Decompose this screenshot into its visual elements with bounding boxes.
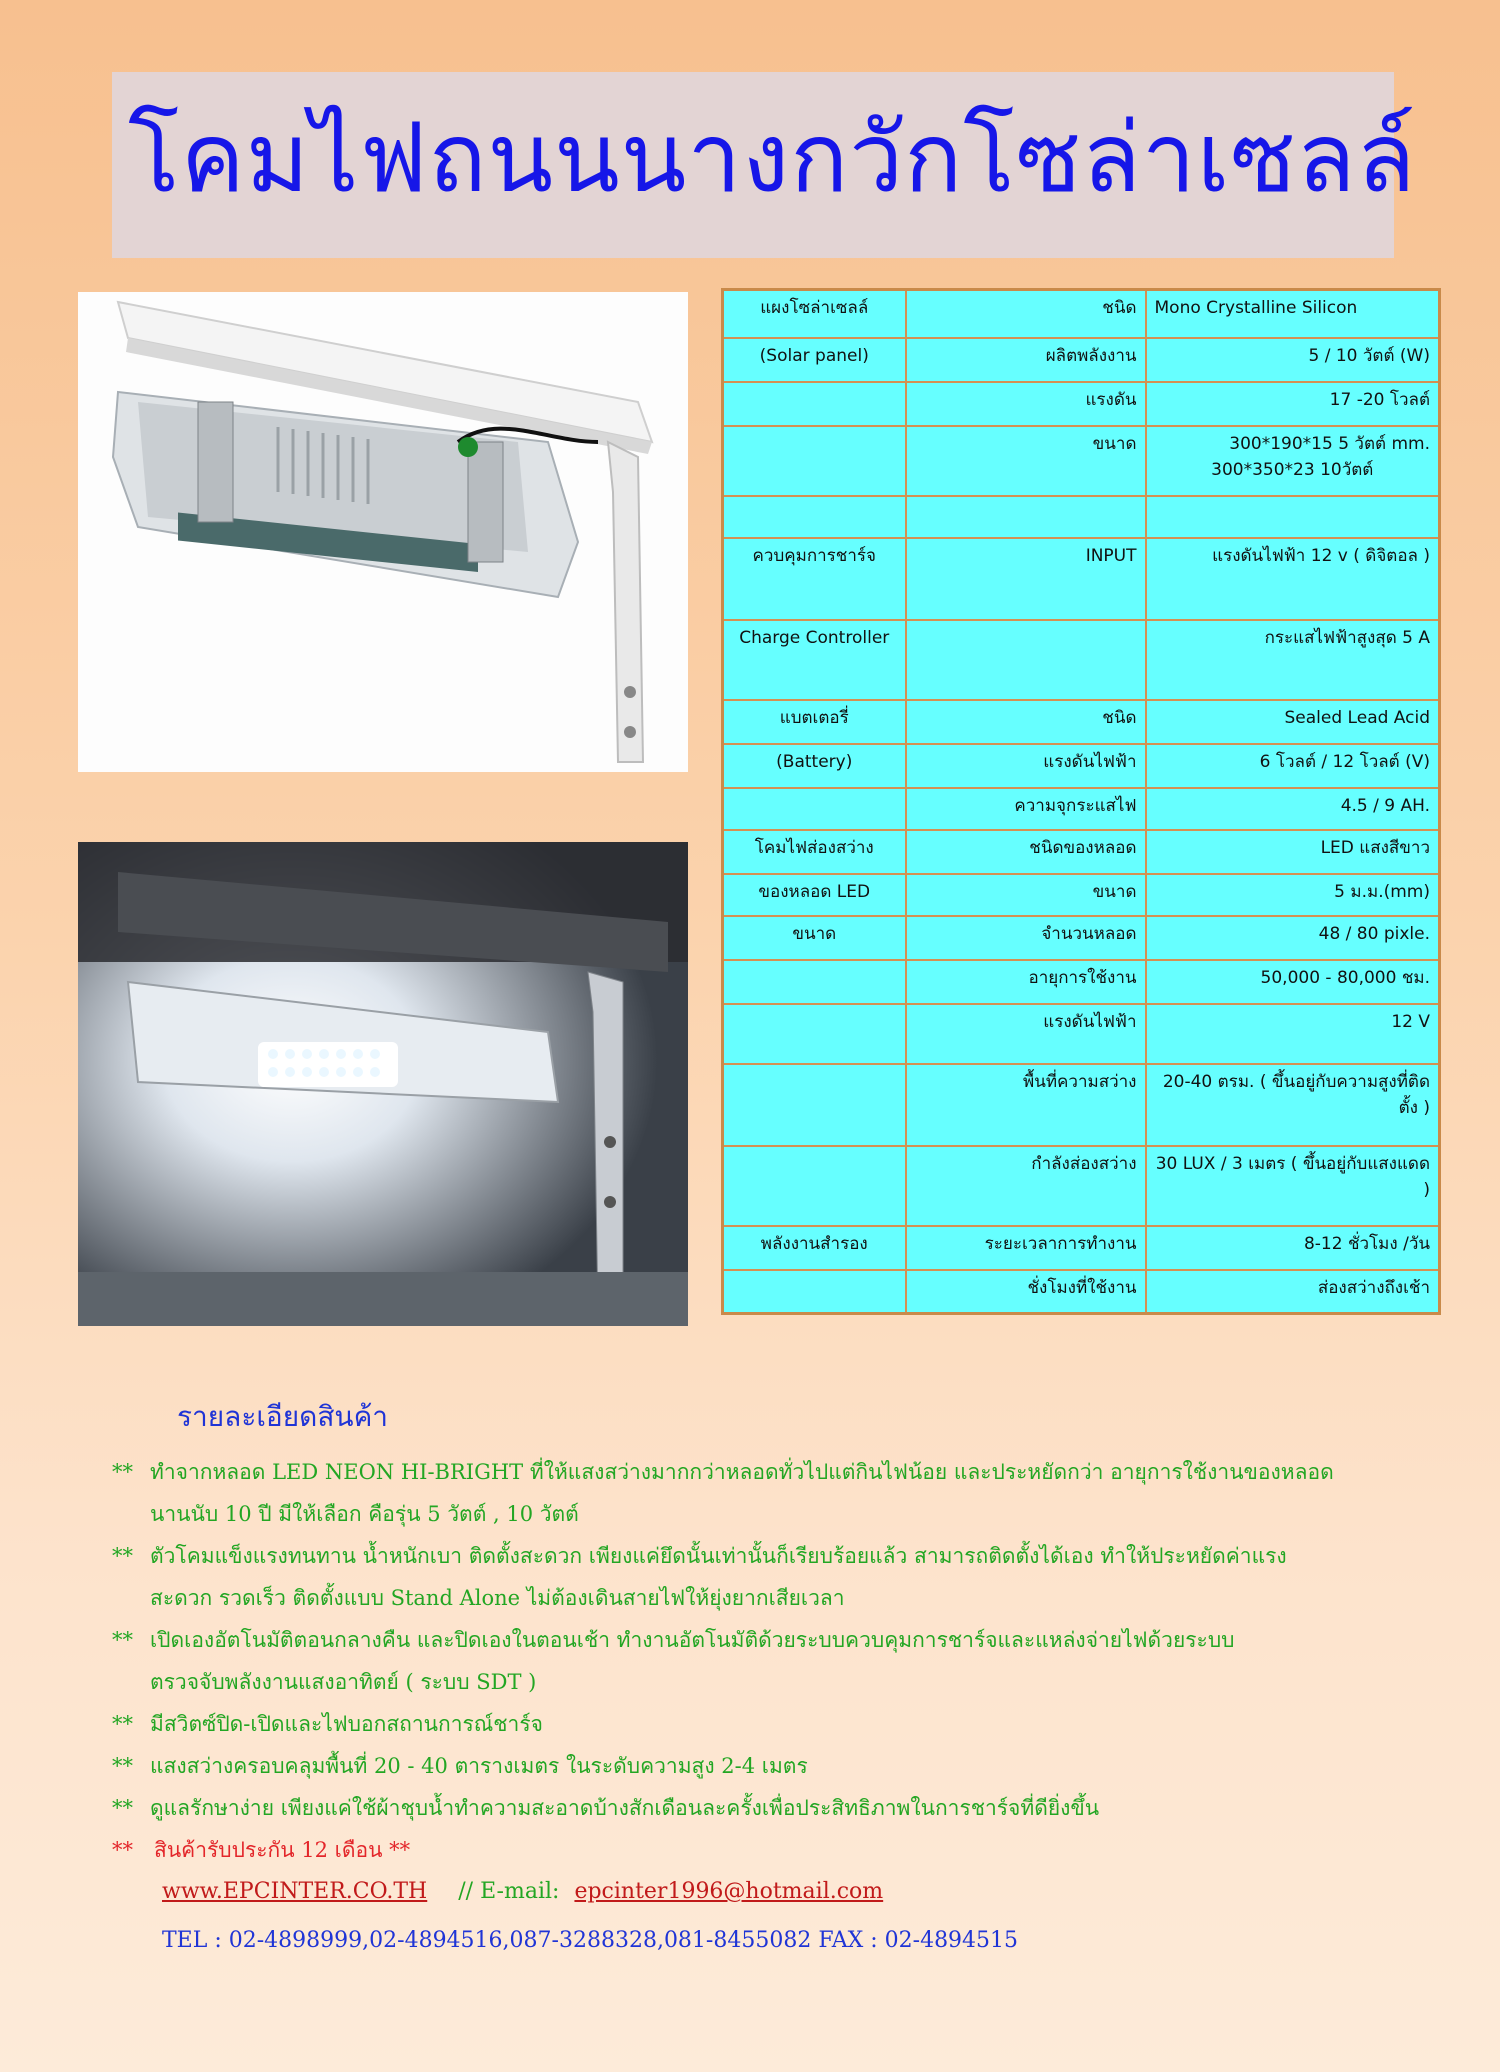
table-cell: ส่องสว่างถึงเช้า — [1146, 1270, 1440, 1314]
table-cell: จำนวนหลอด — [906, 916, 1146, 960]
table-cell — [723, 1004, 906, 1064]
table-cell: ระยะเวลาการทำงาน — [906, 1226, 1146, 1270]
table-cell — [906, 620, 1146, 700]
table-cell: แรงดันไฟฟ้า 12 v ( ดิจิตอล ) — [1146, 538, 1440, 620]
table-cell: ผลิตพลังงาน — [906, 338, 1146, 382]
list-item-text: นานนับ 10 ปี มีให้เลือก คือรุ่น 5 วัตต์ , 10 วัตต์ — [150, 1502, 579, 1526]
table-row — [723, 916, 1440, 960]
table-cell — [723, 1270, 906, 1314]
table-cell: แผงโซล่าเซลล์ — [723, 290, 906, 338]
table-cell — [906, 496, 1146, 538]
list-item-text: ดูแลรักษาง่าย เพียงแค่ใช้ผ้าชุบน้ำทำความสะอาดบ้างสักเดือนละครั้งเพื่อประสิทธิภาพในการชาร์จที่ดียิ่งขึ้น — [150, 1796, 1100, 1820]
table-cell: พื้นที่ความสว่าง — [906, 1064, 1146, 1146]
bullet: ** — [112, 1754, 133, 1778]
bullet: ** — [112, 1544, 133, 1568]
table-cell: แบตเตอรี่ — [723, 700, 906, 744]
table-row — [723, 1270, 1440, 1314]
table-row — [723, 874, 1440, 916]
size-10w: 300*350*23 10วัตต์ — [1211, 459, 1374, 480]
spec-table — [721, 288, 1441, 1315]
contact-phone: TEL : 02-4898999,02-4894516,087-3288328,081-8455082 FAX : 02-4894515 — [162, 1928, 1019, 1953]
table-cell — [723, 960, 906, 1004]
list-item-text: ทำจากหลอด LED NEON HI-BRIGHT ที่ให้แสงสว่างมากกว่าหลอดทั่วไปแต่กินไฟน้อย และประหยัดกว่า อายุการใช้งานของหลอด — [150, 1460, 1334, 1484]
table-cell: ชนิด — [906, 290, 1146, 338]
table-cell: ความจุกระแสไฟ — [906, 788, 1146, 830]
list-item-text: ตรวจจับพลังงานแสงอาทิตย์ ( ระบบ SDT ) — [150, 1670, 537, 1694]
table-cell: 12 V — [1146, 1004, 1440, 1064]
list-item-text: เปิดเองอัตโนมัติตอนกลางคืน และปิดเองในตอนเช้า ทำงานอัตโนมัติด้วยระบบควบคุมการชาร์จและแหล่งจ่ายไฟด้วยระบบ — [150, 1628, 1235, 1652]
table-row — [723, 1146, 1440, 1226]
table-cell: 17 -20 โวลต์ — [1146, 382, 1440, 426]
table-cell — [723, 788, 906, 830]
table-cell: กำลังส่องสว่าง — [906, 1146, 1146, 1226]
table-cell: 20-40 ตรม. ( ขึ้นอยู่กับความสูงที่ติดตั้ง ) — [1146, 1064, 1440, 1146]
table-cell: แรงดัน — [906, 382, 1146, 426]
table-row — [723, 338, 1440, 382]
table-cell: พลังงานสำรอง — [723, 1226, 906, 1270]
table-row — [723, 538, 1440, 620]
table-cell: 4.5 / 9 AH. — [1146, 788, 1440, 830]
product-photo-lit — [78, 842, 688, 1326]
table-cell: ชนิด — [906, 700, 1146, 744]
table-row — [723, 496, 1440, 538]
email-link[interactable]: epcinter1996@hotmail.com — [574, 1879, 884, 1904]
list-item-text: มีสวิตซ์ปิด-เปิดและไฟบอกสถานการณ์ชาร์จ — [150, 1712, 543, 1736]
table-cell: แรงดันไฟฟ้า — [906, 1004, 1146, 1064]
table-row — [723, 960, 1440, 1004]
table-cell: 5 ม.ม.(mm) — [1146, 874, 1440, 916]
table-cell: LED แสงสีขาว — [1146, 830, 1440, 874]
contact-web-email — [162, 1879, 883, 1904]
table-cell: ชนิดของหลอด — [906, 830, 1146, 874]
table-cell — [723, 1146, 906, 1226]
table-cell: (Solar panel) — [723, 338, 906, 382]
table-cell: ชั่งโมงที่ใช้งาน — [906, 1270, 1146, 1314]
table-row — [723, 744, 1440, 788]
table-cell: 30 LUX / 3 เมตร ( ขึ้นอยู่กับแสงแดด ) — [1146, 1146, 1440, 1226]
bullet: ** — [112, 1796, 133, 1820]
table-cell — [1146, 426, 1440, 496]
table-cell: กระแสไฟฟ้าสูงสุด 5 A — [1146, 620, 1440, 700]
table-row — [723, 620, 1440, 700]
list-item-text: สะดวก รวดเร็ว ติดตั้งแบบ Stand Alone ไม่ต้องเดินสายไฟให้ยุ่งยากเสียเวลา — [150, 1586, 845, 1610]
website-link[interactable]: www.EPCINTER.CO.TH — [162, 1879, 428, 1904]
details-heading: รายละเอียดสินค้า — [177, 1400, 389, 1433]
list-item-text: แสงสว่างครอบคลุมพื้นที่ 20 - 40 ตารางเมตร ในระดับความสูง 2-4 เมตร — [150, 1754, 808, 1778]
table-cell — [723, 426, 906, 496]
table-row — [723, 788, 1440, 830]
table-row — [723, 1226, 1440, 1270]
table-cell: Mono Crystalline Silicon — [1146, 290, 1440, 338]
table-cell — [723, 382, 906, 426]
table-cell: แรงดันไฟฟ้า — [906, 744, 1146, 788]
table-cell: Charge Controller — [723, 620, 906, 700]
table-cell: 6 โวลต์ / 12 โวลต์ (V) — [1146, 744, 1440, 788]
table-cell: Sealed Lead Acid — [1146, 700, 1440, 744]
table-cell: ขนาด — [906, 874, 1146, 916]
table-cell: 5 / 10 วัตต์ (W) — [1146, 338, 1440, 382]
title-banner — [112, 72, 1417, 258]
email-label: // E-mail: — [458, 1879, 560, 1904]
table-cell: อายุการใช้งาน — [906, 960, 1146, 1004]
table-cell: 8-12 ชั่วโมง /วัน — [1146, 1226, 1440, 1270]
table-cell: โคมไฟส่องสว่าง — [723, 830, 906, 874]
bullet: ** — [112, 1460, 133, 1484]
table-row — [723, 1004, 1440, 1064]
table-cell: ขนาด — [906, 426, 1146, 496]
bullet: ** — [112, 1838, 133, 1862]
warranty-text: สินค้ารับประกัน 12 เดือน ** — [154, 1838, 411, 1862]
table-cell: ขนาด — [723, 916, 906, 960]
table-cell — [1146, 496, 1440, 538]
table-cell: 48 / 80 pixle. — [1146, 916, 1440, 960]
bullet: ** — [112, 1712, 133, 1736]
product-photo-daylight — [78, 292, 688, 772]
size-5w: 300*190*15 5 วัตต์ mm. — [1229, 433, 1430, 454]
table-cell: ควบคุมการชาร์จ — [723, 538, 906, 620]
page-title: โคมไฟถนนนางกวักโซล่าเซลล์ — [128, 102, 1417, 214]
table-cell: (Battery) — [723, 744, 906, 788]
table-cell: 50,000 - 80,000 ชม. — [1146, 960, 1440, 1004]
table-row — [723, 830, 1440, 874]
list-item-text: ตัวโคมแข็งแรงทนทาน น้ำหนักเบา ติดตั้งสะดวก เพียงแค่ยึดนั้นเท่านั้นก็เรียบร้อยแล้ว สามารถติดตั้งได้เอง ทำให้ประหยัดค่าแรง — [150, 1544, 1287, 1568]
table-row — [723, 382, 1440, 426]
table-cell — [723, 1064, 906, 1146]
table-cell: INPUT — [906, 538, 1146, 620]
table-cell: ของหลอด LED — [723, 874, 906, 916]
table-row — [723, 290, 1440, 338]
bullet: ** — [112, 1628, 133, 1652]
table-row — [723, 426, 1440, 496]
table-row — [723, 700, 1440, 744]
table-row — [723, 1064, 1440, 1146]
table-cell — [723, 496, 906, 538]
